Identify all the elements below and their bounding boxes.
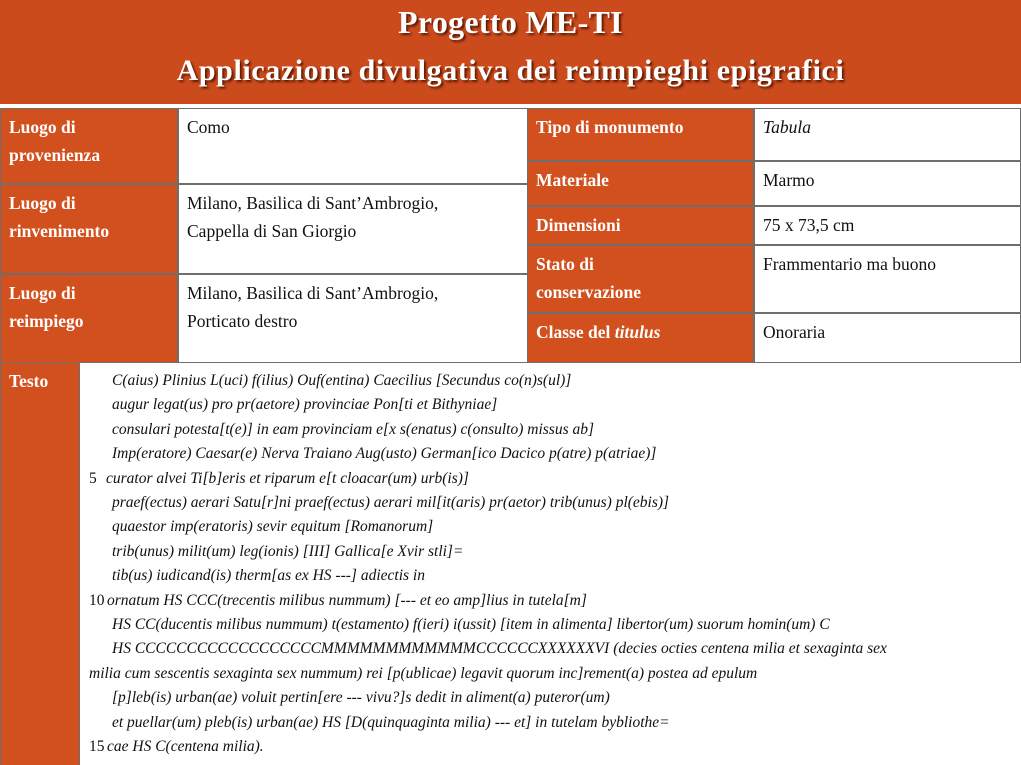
header-banner — [0, 0, 1021, 104]
line-number: 5 — [89, 469, 97, 487]
label-materiale — [527, 161, 754, 206]
inscription-line: C(aius) Plinius L(uci) f(ilius) Ouf(entina) Caecilius [Secundus co(n)s(ul)] — [112, 372, 572, 389]
label-line: Dimensioni — [536, 215, 621, 235]
inscription-line: HS CCCCCCCCCCCCCCCCCCMMMMMMMMMMMMCCCCCCXXXXXXVI (decies octies centena milia et sexaginta sex — [112, 640, 887, 658]
page-subtitle: Applicazione divulgativa dei reimpieghi epigrafici — [176, 54, 845, 87]
value-dimensioni — [754, 206, 1021, 245]
label-line: Testo — [9, 371, 49, 391]
value-line: Marmo — [763, 170, 815, 190]
inscription-line: trib(unus) milit(um) leg(ionis) [III] Gallica[e Xvir stli]= — [112, 542, 464, 560]
value-line: Milano, Basilica di Sant’Ambrogio, — [187, 283, 439, 303]
label-line: Luogo di — [9, 283, 76, 303]
label-line: Stato di — [536, 254, 594, 274]
label-dimensioni — [527, 206, 754, 245]
value-line: Frammentario ma buono — [763, 254, 937, 274]
inscription-line: tib(us) iudicand(is) therm[as ex HS ---] adiectis in — [112, 567, 425, 585]
value-luogo-reimpiego — [178, 274, 528, 363]
value-luogo-rinvenimento — [178, 184, 528, 274]
value-line: 75 x 73,5 cm — [763, 215, 855, 235]
label-line: provenienza — [9, 145, 101, 165]
value-luogo-provenienza — [178, 108, 528, 184]
label-line: rinvenimento — [9, 221, 110, 241]
inscription-line: milia cum sescentis sexaginta sex nummum) rei [p(ublicae) legavit quorum inc]rement(a) postea ad epulum — [89, 664, 758, 682]
value-classe-titulus — [754, 313, 1021, 363]
value-line: Cappella di San Giorgio — [187, 221, 357, 241]
label-line: Materiale — [536, 170, 609, 190]
label-testo — [0, 362, 80, 765]
value-tipo-monumento — [754, 108, 1021, 161]
value-line: Porticato destro — [187, 311, 298, 331]
label-stato-conservazione — [527, 245, 754, 313]
inscription-line: consulari potesta[t(e)] in eam provinciam e[x s(enatus) c(onsulto) missus ab] — [112, 420, 595, 438]
value-materiale — [754, 161, 1021, 206]
line-number: 10 — [89, 591, 105, 609]
inscription-line: ornatum HS CCC(trecentis milibus nummum) [--- et eo amp]lius in tutela[m] — [107, 591, 587, 609]
label-line: Tipo di monumento — [536, 117, 684, 137]
label-luogo-rinvenimento — [0, 184, 178, 274]
testo-body — [79, 362, 1021, 765]
label-line: reimpiego — [9, 311, 84, 331]
line-number: 15 — [89, 738, 105, 755]
inscription-line: augur legat(us) pro pr(aetore) provinciae Pon[ti et Bithyniae] — [112, 396, 498, 414]
label-tipo-monumento — [527, 108, 754, 161]
page-title: Progetto ME-TI — [398, 4, 623, 40]
inscription-line: Imp(eratore) Caesar(e) Nerva Traiano Aug(usto) German[ico Dacico p(atre) p(atriae)] — [112, 445, 657, 463]
label-classe-titulus — [527, 313, 754, 363]
value-line: Como — [187, 117, 230, 137]
inscription-line: cae HS C(centena milia). — [107, 738, 264, 755]
label-luogo-reimpiego — [0, 274, 178, 363]
inscription-line: curator alvei Ti[b]eris et riparum e[t cloacar(um) urb(is)] — [106, 469, 469, 487]
value-stato-conservazione — [754, 245, 1021, 313]
label-line: Luogo di — [9, 193, 76, 213]
inscription-line: HS CC(ducentis milibus nummum) t(estamento) f(ieri) i(ussit) [item in alimenta] libertor(um) suorum homin(um) C — [112, 616, 830, 633]
inscription-line: et puellar(um) pleb(is) urban(ae) HS [D(quinquaginta milia) --- et] in tutelam bybliothe= — [112, 713, 670, 731]
inscription-line: [p]leb(is) urban(ae) voluit pertin[ere --- vivu?]s dedit in aliment(a) puteror(um) — [112, 689, 610, 707]
value-line: Onoraria — [763, 322, 826, 342]
label-line: Luogo di — [9, 117, 76, 137]
inscription-line: quaestor imp(eratoris) sevir equitum [Romanorum] — [112, 518, 434, 536]
label-text: Classe del — [536, 322, 615, 342]
value-line: Tabula — [763, 117, 811, 137]
label-line: conservazione — [536, 282, 641, 302]
label-italic-text: titulus — [614, 322, 661, 342]
inscription-line: praef(ectus) aerari Satu[r]ni praef(ectus) aerari mil[it(aris) pr(aetor) trib(unus) pl(ebis)] — [112, 494, 670, 511]
value-line: Milano, Basilica di Sant’Ambrogio, — [187, 193, 439, 213]
label-luogo-provenienza — [0, 108, 178, 184]
